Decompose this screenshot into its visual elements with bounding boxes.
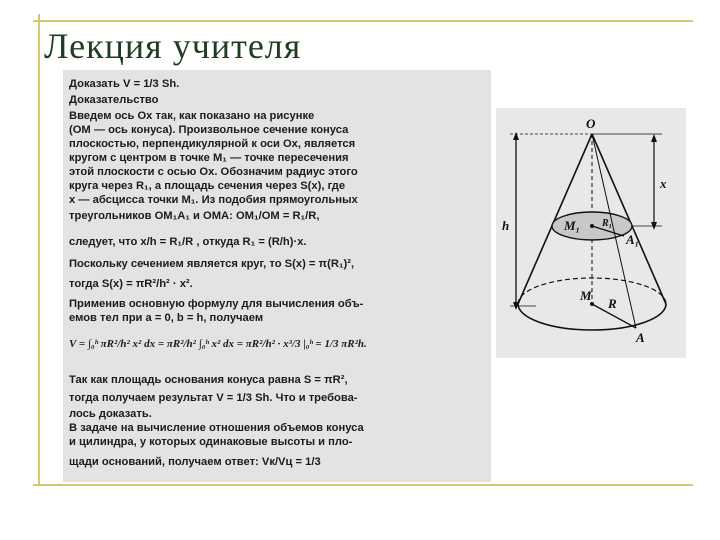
label-h: h (502, 218, 510, 233)
label-r1: R₁ (602, 218, 613, 229)
text-line-17: Так как площадь основания конуса равна S = πR², (69, 374, 348, 386)
frame-bottom-line (33, 484, 693, 486)
height-arrow-head-top (513, 132, 519, 140)
text-line-4: (OM — ось конуса). Произвольное сечение конуса (69, 124, 349, 136)
label-a1: A₁ (626, 232, 640, 247)
label-r: R (608, 296, 617, 311)
text-line-20: В задаче на вычисление отношения объемов конуса (69, 422, 364, 434)
label-x: x (660, 176, 667, 191)
text-line-10: треугольников OM₁A₁ и OMA: OM₁/OM = R₁/R, (69, 210, 320, 222)
text-line-5: плоскостью, перпендикулярной к оси Ox, является (69, 138, 356, 150)
text-line-22: щади оснований, получаем ответ: Vк/Vц = 1/3 (69, 456, 321, 468)
frame-top-line (33, 20, 693, 22)
text-line-18: тогда получаем результат V = 1/3 Sh. Что и требова- (69, 392, 358, 404)
slide-title: Лекция учителя (44, 26, 302, 66)
text-line-2: Доказательство (69, 94, 159, 106)
integral-formula: V = ∫₀ʰ πR²/h² x² dx = πR²/h² ∫₀ʰ x² dx = πR²/h² · x³/3 |₀ʰ = 1/3 πR²h. (69, 338, 367, 350)
text-line-11: следует, что x/h = R₁/R , откуда R₁ = (R/h)·x. (69, 236, 307, 248)
label-o: O (586, 116, 596, 131)
x-arrow-head-top (651, 134, 657, 142)
text-line-6: кругом с центром в точке M₁ — точке пересечения (69, 152, 349, 164)
text-line-21: и цилиндра, у которых одинаковые высоты и пло- (69, 436, 353, 448)
text-line-8: круга через R₁, а площадь сечения через S(x), где (69, 180, 346, 192)
text-line-9: x — абсцисса точки M₁. Из подобия прямоугольных (69, 194, 358, 206)
text-line-14: Применив основную формулу для вычисления объ- (69, 298, 364, 310)
cone-figure (496, 108, 686, 358)
text-line-3: Введем ось Ox так, как показано на рисунке (69, 110, 315, 122)
point-m1 (590, 224, 594, 228)
text-line-7: этой плоскости с осью Ox. Обозначим радиус этого (69, 166, 358, 178)
label-m: M (580, 288, 592, 303)
cone-diagram (496, 108, 686, 358)
frame-vertical-line (38, 14, 40, 486)
text-line-12: Поскольку сечением является круг, то S(x) = π(R₁)², (69, 258, 355, 270)
text-line-1: Доказать V = 1/3 Sh. (69, 78, 180, 90)
textbook-scan (63, 70, 491, 482)
base-front-arc (518, 304, 666, 330)
text-line-19: лось доказать. (69, 408, 152, 420)
label-a: A (636, 330, 645, 345)
label-m1: M₁ (564, 218, 581, 233)
text-line-15: емов тел при a = 0, b = h, получаем (69, 312, 264, 324)
text-line-13: тогда S(x) = πR²/h² · x². (69, 278, 193, 290)
